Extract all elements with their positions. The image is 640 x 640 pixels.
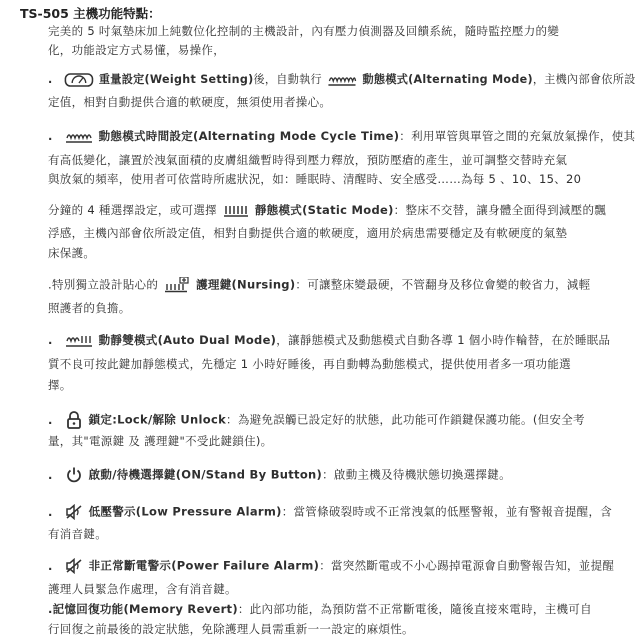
lock-line xyxy=(48,411,585,429)
memory-revert-text: ：此內部功能，為預防當不正常斷電後，隨後直接來電時，主機可自 xyxy=(237,602,592,616)
lock-label: 鎖定:Lock/解除 Unlock xyxy=(88,412,227,427)
alarm-mute-icon xyxy=(65,504,83,520)
cycle-time-line-4 xyxy=(48,203,606,218)
intro-line-1: 完美的 5 吋氣墊床加上純數位化控制的主機設計，內有壓力偵測器及回饋系統，隨時監控壓力的變 xyxy=(48,24,560,38)
cycle-time-line-5: 浮感，主機內部會依所設定值，相對自動提供合適的軟硬度，適用於病患需要穩定及有軟硬度的氣墊 xyxy=(48,226,568,240)
power-failure-line xyxy=(48,558,614,574)
power-failure-alarm-icon xyxy=(65,558,83,574)
auto-dual-line-2: 質不良可按此鍵加靜態模式，先穩定 1 小時好睡後，再自動轉為動態模式，提供使用者多一項功能選 xyxy=(48,357,571,371)
auto-dual-label: 動靜雙模式(Auto Dual Mode) xyxy=(98,333,277,347)
power-label: 啟動/待機選擇鍵(ON/Stand By Button) xyxy=(88,467,323,482)
lock-icon xyxy=(65,411,83,429)
cycle-time-text-4: 分鐘的 4 種選擇設定，或可選擇 xyxy=(48,203,217,217)
nursing-line xyxy=(48,277,590,293)
auto-dual-text: ，讓靜態模式及動態模式自動各導 1 個小時作輪替，在於睡眠品 xyxy=(276,333,611,347)
nursing-label: 護理鍵(Nursing) xyxy=(196,277,296,292)
cycle-time-text-4b: ：整床不交替，讓身體全面得到減壓的飄 xyxy=(393,203,607,217)
bullet: . xyxy=(48,558,53,573)
memory-revert-line-2: 行回復之前最後的設定狀態，免除護理人員需重新一一設定的麻煩性。 xyxy=(48,622,414,636)
cycle-time-line-6: 床保護。 xyxy=(48,246,96,260)
bullet: . xyxy=(48,412,53,427)
scale-icon xyxy=(64,73,93,87)
power-failure-line-2: 護理人員緊急作處理，含有消音鍵。 xyxy=(48,582,237,596)
cycle-time-label: 動態模式時間設定(Alternating Mode Cycle Time) xyxy=(98,129,400,143)
power-line xyxy=(48,466,511,484)
low-pressure-line-2: 有消音鍵。 xyxy=(48,527,107,541)
bullet: . xyxy=(48,333,53,347)
cycle-time-text: ：利用單管與單管之間的充氣放氣操作，使其 xyxy=(399,129,636,143)
static-mode-label: 靜態模式(Static Mode) xyxy=(254,203,394,217)
cycle-time-icon xyxy=(65,130,93,144)
low-pressure-line xyxy=(48,504,612,520)
bullet: . xyxy=(48,467,53,482)
cycle-time-line-2: 有高低變化，讓置於洩氣面積的皮膚組織暫時得到壓力釋放，預防壓瘡的產生，並可調整交替時充氣 xyxy=(48,153,568,167)
cycle-time-line xyxy=(48,129,635,144)
low-pressure-label: 低壓警示(Low Pressure Alarm) xyxy=(88,504,282,519)
lock-text: ：為避免誤觸已設定好的狀態，此功能可作鎖鍵保護功能。(但安全考 xyxy=(226,412,585,427)
power-icon xyxy=(65,466,83,484)
page-title: TS-505 主機功能特點： xyxy=(20,6,161,21)
weight-setting-line-2: 定值，相對自動提供合適的軟硬度，無須使用者操心。 xyxy=(48,95,332,109)
auto-dual-line xyxy=(48,333,610,348)
cycle-time-line-3: 與放氣的頻率，使用者可依當時所處狀況，如：睡眠時、清醒時、安全感受……為每 5 、10、15、20 xyxy=(48,172,582,186)
intro-line-2: 化，功能設定方式易懂，易操作， xyxy=(48,43,225,57)
nursing-text: .特別獨立設計貼心的 xyxy=(48,277,159,292)
memory-revert-label: .記憶回復功能(Memory Revert) xyxy=(48,602,238,616)
auto-dual-line-3: 擇。 xyxy=(48,378,72,392)
alternating-mode-label: 動態模式(Alternating Mode) xyxy=(362,72,533,86)
power-failure-text: ：當突然斷電或不小心踢掉電源會自動警報告知，並提醒 xyxy=(319,558,615,573)
weight-setting-text-2: ，主機內部會依所設 xyxy=(532,72,636,86)
nursing-text-2: ：可讓整床變最硬，不管翻身及移位會變的較省力，減輕 xyxy=(295,277,591,292)
auto-dual-mode-icon xyxy=(65,334,93,348)
weight-setting-label: 重量設定(Weight Setting) xyxy=(98,72,254,86)
bullet: . xyxy=(48,72,53,86)
bullet: . xyxy=(48,129,53,143)
weight-setting-line xyxy=(48,72,636,87)
power-text: ：啟動主機及待機狀態切換選擇鍵。 xyxy=(322,467,511,482)
nursing-icon xyxy=(164,277,190,293)
bullet: . xyxy=(48,504,53,519)
alternating-mode-icon xyxy=(328,73,357,87)
weight-setting-text: 後，自動執行 xyxy=(253,72,322,86)
lock-line-2: 量，其"電源鍵 及 護理鍵"不受此鍵鎖住)。 xyxy=(48,434,273,448)
static-mode-icon xyxy=(223,204,249,218)
low-pressure-text: ：當管條破裂時或不正常洩氣的低壓警報，並有警報音提醒，含 xyxy=(281,504,613,519)
power-failure-label: 非正常斷電警示(Power Failure Alarm) xyxy=(88,558,320,573)
memory-revert-line xyxy=(48,602,592,616)
nursing-line-2: 照護者的負擔。 xyxy=(48,301,131,315)
